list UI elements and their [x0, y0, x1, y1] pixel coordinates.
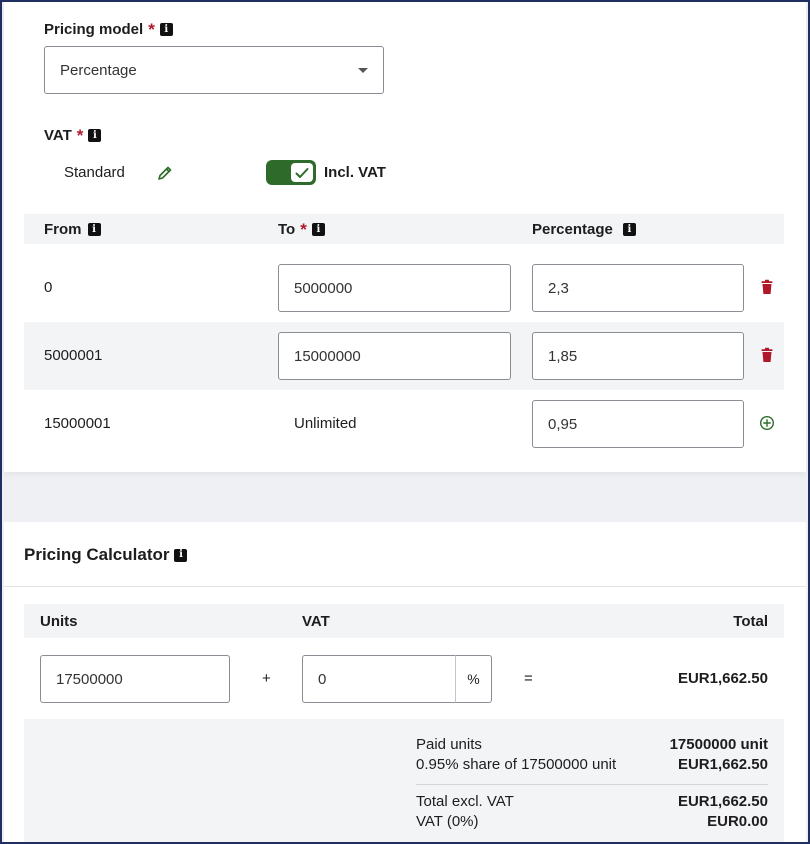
- paid-units-value: 17500000 unit: [669, 736, 768, 753]
- info-icon[interactable]: i: [312, 223, 325, 236]
- tier-percentage-input[interactable]: 1,85: [532, 332, 744, 380]
- total-excl-vat-label: Total excl. VAT: [416, 793, 514, 810]
- tier-from: 0: [44, 279, 53, 296]
- info-icon[interactable]: i: [623, 223, 636, 236]
- required-asterisk: *: [76, 126, 84, 145]
- vat-header: VAT: [302, 613, 330, 630]
- pricing-model-label: Pricing model * i: [44, 21, 173, 38]
- pricing-model-select[interactable]: Percentage: [44, 46, 384, 94]
- info-icon[interactable]: i: [160, 23, 173, 36]
- required-asterisk: *: [300, 220, 307, 239]
- table-row: [24, 254, 784, 322]
- check-icon: [295, 167, 309, 179]
- percent-suffix: %: [455, 655, 492, 703]
- summary-divider: [416, 784, 768, 785]
- toggle-knob: [291, 163, 313, 182]
- units-input[interactable]: 17500000: [40, 655, 230, 703]
- add-circle-icon[interactable]: [759, 415, 775, 431]
- pencil-icon[interactable]: [157, 165, 173, 181]
- share-value: EUR1,662.50: [677, 756, 768, 773]
- from-header: From i: [44, 221, 101, 238]
- vat-standard-label: Standard: [64, 164, 125, 181]
- tier-from: 5000001: [44, 347, 103, 364]
- share-label: 0.95% share of 17500000 unit: [416, 756, 617, 773]
- trash-icon[interactable]: [759, 347, 775, 363]
- calculated-total: EUR1,662.50: [677, 670, 768, 687]
- vat-percent-input[interactable]: 0: [302, 655, 456, 703]
- trash-icon[interactable]: [759, 279, 775, 295]
- total-excl-vat-value: EUR1,662.50: [677, 793, 768, 810]
- incl-vat-label: Incl. VAT: [324, 164, 386, 181]
- tier-percentage-input[interactable]: 2,3: [532, 264, 744, 312]
- plus-sign: +: [262, 670, 271, 687]
- tier-to-input[interactable]: 5000000: [278, 264, 511, 312]
- section-divider: [4, 586, 806, 587]
- info-icon[interactable]: i: [88, 129, 101, 142]
- required-asterisk: *: [148, 20, 155, 39]
- chevron-down-icon: [358, 68, 368, 73]
- tier-to-unlimited: Unlimited: [294, 415, 357, 432]
- percentage-header: Percentage i: [532, 221, 636, 238]
- equals-sign: =: [524, 670, 533, 687]
- vat-amount-label: VAT (0%): [416, 813, 479, 830]
- total-header: Total: [733, 613, 768, 630]
- info-icon[interactable]: i: [174, 549, 187, 562]
- calculator-header: [24, 604, 784, 638]
- units-header: Units: [40, 613, 78, 630]
- pricing-calculator-title: Pricing Calculator i: [24, 545, 187, 565]
- paid-units-label: Paid units: [416, 736, 482, 753]
- tier-from: 15000001: [44, 415, 111, 432]
- vat-amount-value: EUR0.00: [707, 813, 768, 830]
- table-row: [24, 322, 784, 390]
- tier-to-input[interactable]: 15000000: [278, 332, 511, 380]
- info-icon[interactable]: i: [88, 223, 101, 236]
- table-row: [24, 390, 784, 458]
- tier-percentage-input[interactable]: 0,95: [532, 400, 744, 448]
- to-header: To * i: [278, 221, 325, 238]
- incl-vat-toggle[interactable]: [266, 160, 316, 185]
- vat-label: VAT * i: [44, 127, 101, 144]
- tiers-table-header: [24, 214, 784, 244]
